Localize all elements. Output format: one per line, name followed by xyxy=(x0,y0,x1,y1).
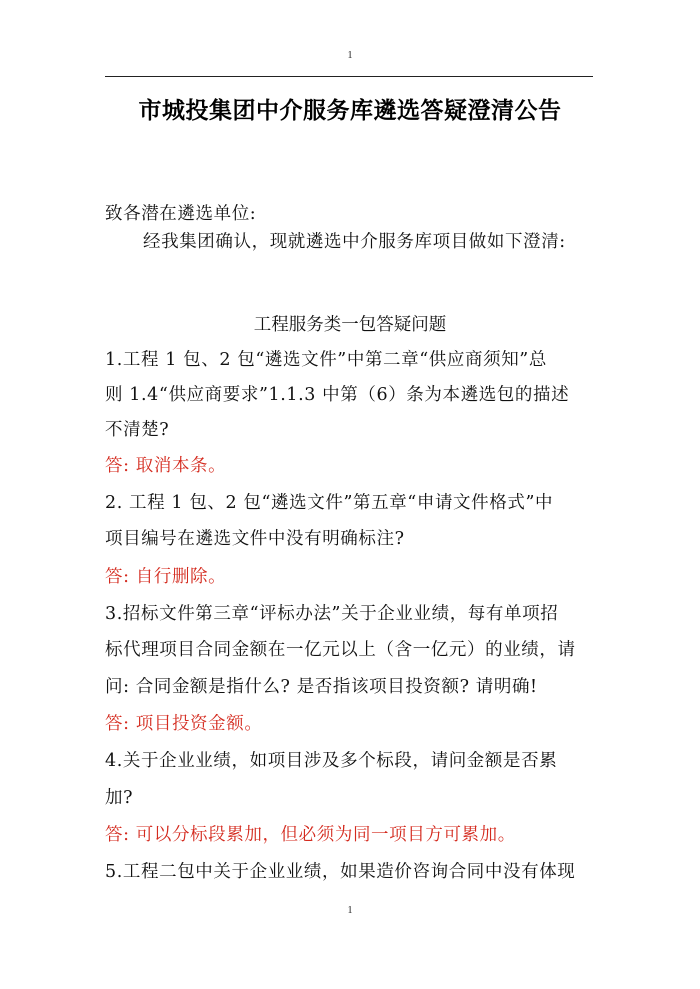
page-number-bottom: 1 xyxy=(347,905,353,916)
section-title: 工程服务类一包答疑问题 xyxy=(253,315,447,335)
question-1-line-2: 则 1.4“供应商要求”1.1.3 中第（6）条为本遴选包的描述 xyxy=(105,385,570,405)
intro-paragraph: 经我集团确认，现就遴选中介服务库项目做如下澄清: xyxy=(143,232,566,252)
question-3-line-1: 3.招标文件第三章“评标办法”关于企业业绩，每有单项招 xyxy=(105,604,559,624)
question-2-line-1: 2. 工程 1 包、2 包“遴选文件”第五章“申请文件格式”中 xyxy=(105,493,554,513)
answer-1: 答: 取消本条。 xyxy=(105,456,227,476)
question-3-line-3: 问: 合同金额是指什么? 是否指该项目投资额? 请明确! xyxy=(105,677,538,697)
question-5-line-1: 5.工程二包中关于企业业绩，如果造价咨询合同中没有体现 xyxy=(105,862,576,882)
answer-3: 答: 项目投资金额。 xyxy=(105,714,263,734)
question-4-line-1: 4.关于企业业绩，如项目涉及多个标段，请问金额是否累 xyxy=(105,751,558,771)
answer-2: 答: 自行删除。 xyxy=(105,567,227,587)
question-3-line-2: 标代理项目合同金额在一亿元以上（含一亿元）的业绩，请 xyxy=(105,640,576,660)
answer-4: 答: 可以分标段累加，但必须为同一项目方可累加。 xyxy=(105,825,516,845)
question-1-line-3: 不清楚? xyxy=(105,420,170,440)
page-number-top: 1 xyxy=(347,50,353,61)
question-1-line-1: 1.工程 1 包、2 包“遴选文件”中第二章“供应商须知”总 xyxy=(105,350,547,370)
page-title: 市城投集团中介服务库遴选答疑澄清公告 xyxy=(138,98,562,124)
salutation: 致各潜在遴选单位: xyxy=(105,204,257,224)
header-rule xyxy=(105,76,593,77)
question-4-line-2: 加? xyxy=(105,788,134,808)
question-2-line-2: 项目编号在遴选文件中没有明确标注? xyxy=(105,529,405,549)
